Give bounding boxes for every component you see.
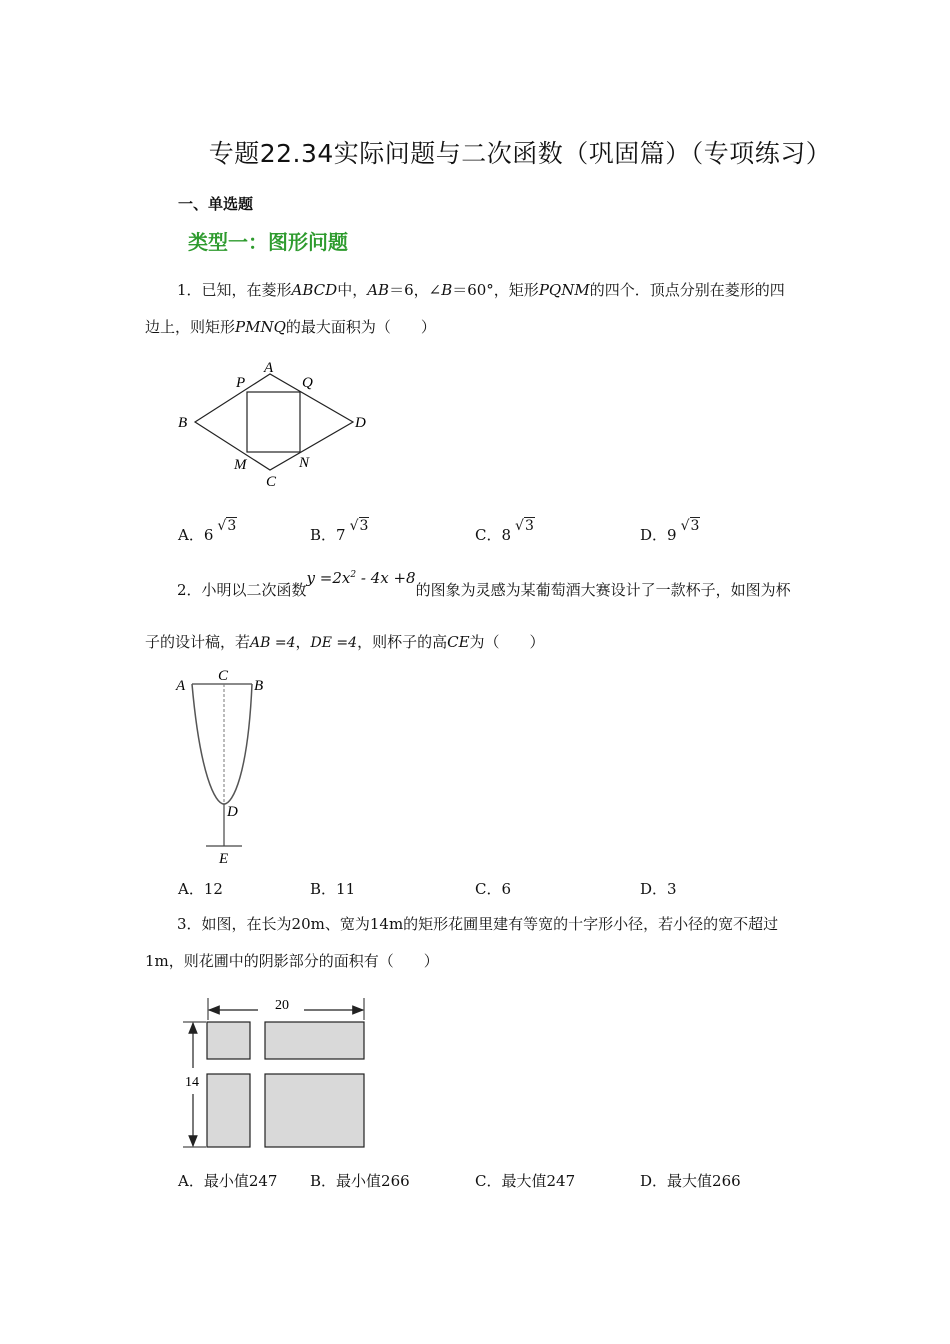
section-heading: 一、单选题 bbox=[178, 195, 254, 213]
q3-option-c[interactable]: C．最大值247 bbox=[475, 1172, 576, 1190]
type-heading: 类型一：图形问题 bbox=[188, 230, 348, 254]
plot-top-right bbox=[265, 1022, 364, 1059]
label-b: B bbox=[254, 678, 264, 694]
label-q: Q bbox=[302, 375, 313, 391]
label-c: C bbox=[218, 668, 229, 684]
q1-option-c[interactable]: C．8 √3 bbox=[475, 518, 534, 544]
plot-bottom-right bbox=[265, 1074, 364, 1147]
q2-option-d[interactable]: D．3 bbox=[640, 880, 677, 898]
label-a: A bbox=[176, 678, 186, 694]
plot-top-left bbox=[207, 1022, 250, 1059]
rhombus-figure bbox=[170, 356, 380, 491]
question-1-text: 1．已知，在菱形ABCD中，AB＝6，∠B＝60°，矩形PQNM的四个．顶点分别在菱形的四 边上，则矩形PMNQ的最大面积为（ ） bbox=[145, 281, 785, 336]
label-a: A bbox=[264, 360, 274, 376]
label-d: D bbox=[227, 804, 238, 820]
q3-option-a[interactable]: A．最小值247 bbox=[178, 1172, 278, 1190]
quadratic-formula: $y =2x^2 - 4x +8$ bbox=[306, 569, 416, 587]
plot-bottom-left bbox=[207, 1074, 250, 1147]
label-m: M bbox=[234, 457, 247, 473]
label-b: B bbox=[178, 415, 188, 431]
height-label: 14 bbox=[185, 1075, 199, 1090]
cup-figure bbox=[170, 664, 280, 866]
label-p: P bbox=[236, 375, 246, 391]
cup-parabola bbox=[192, 684, 252, 804]
label-n: N bbox=[299, 455, 310, 471]
page-title: 专题22.34实际问题与二次函数（巩固篇）（专项练习） bbox=[208, 139, 832, 168]
label-d: D bbox=[355, 415, 366, 431]
q1-option-a[interactable]: A．6 √3 bbox=[178, 518, 237, 544]
rectangle-pqnm bbox=[247, 392, 300, 452]
rhombus-abcd bbox=[195, 374, 353, 470]
label-c: C bbox=[266, 474, 277, 490]
question-2-line-2: 子的设计稿，若AB =4，DE =4，则杯子的高CE为（ ） bbox=[145, 633, 545, 651]
garden-figure bbox=[178, 990, 378, 1155]
label-e: E bbox=[219, 851, 229, 866]
q2-option-c[interactable]: C．6 bbox=[475, 880, 512, 898]
q3-option-d[interactable]: D．最大值266 bbox=[640, 1172, 741, 1190]
q3-option-b[interactable]: B．最小值266 bbox=[310, 1172, 410, 1190]
question-2-line-1: 2．小明以二次函数$y =2x^2 - 4x +8$的图象为灵感为某葡萄酒大赛设计了一款杯子，如图为杯 bbox=[145, 576, 853, 601]
q1-option-d[interactable]: D．9 √3 bbox=[640, 518, 700, 544]
q2-option-b[interactable]: B．11 bbox=[310, 880, 356, 898]
question-3-text: 3．如图，在长为20m、宽为14m的矩形花圃里建有等宽的十字形小径，若小径的宽不超过 1m，则花圃中的阴影部分的面积有（ ） bbox=[145, 915, 779, 970]
q2-option-a[interactable]: A．12 bbox=[178, 880, 223, 898]
q1-option-b[interactable]: B．7 √3 bbox=[310, 518, 369, 544]
width-label: 20 bbox=[275, 998, 289, 1013]
